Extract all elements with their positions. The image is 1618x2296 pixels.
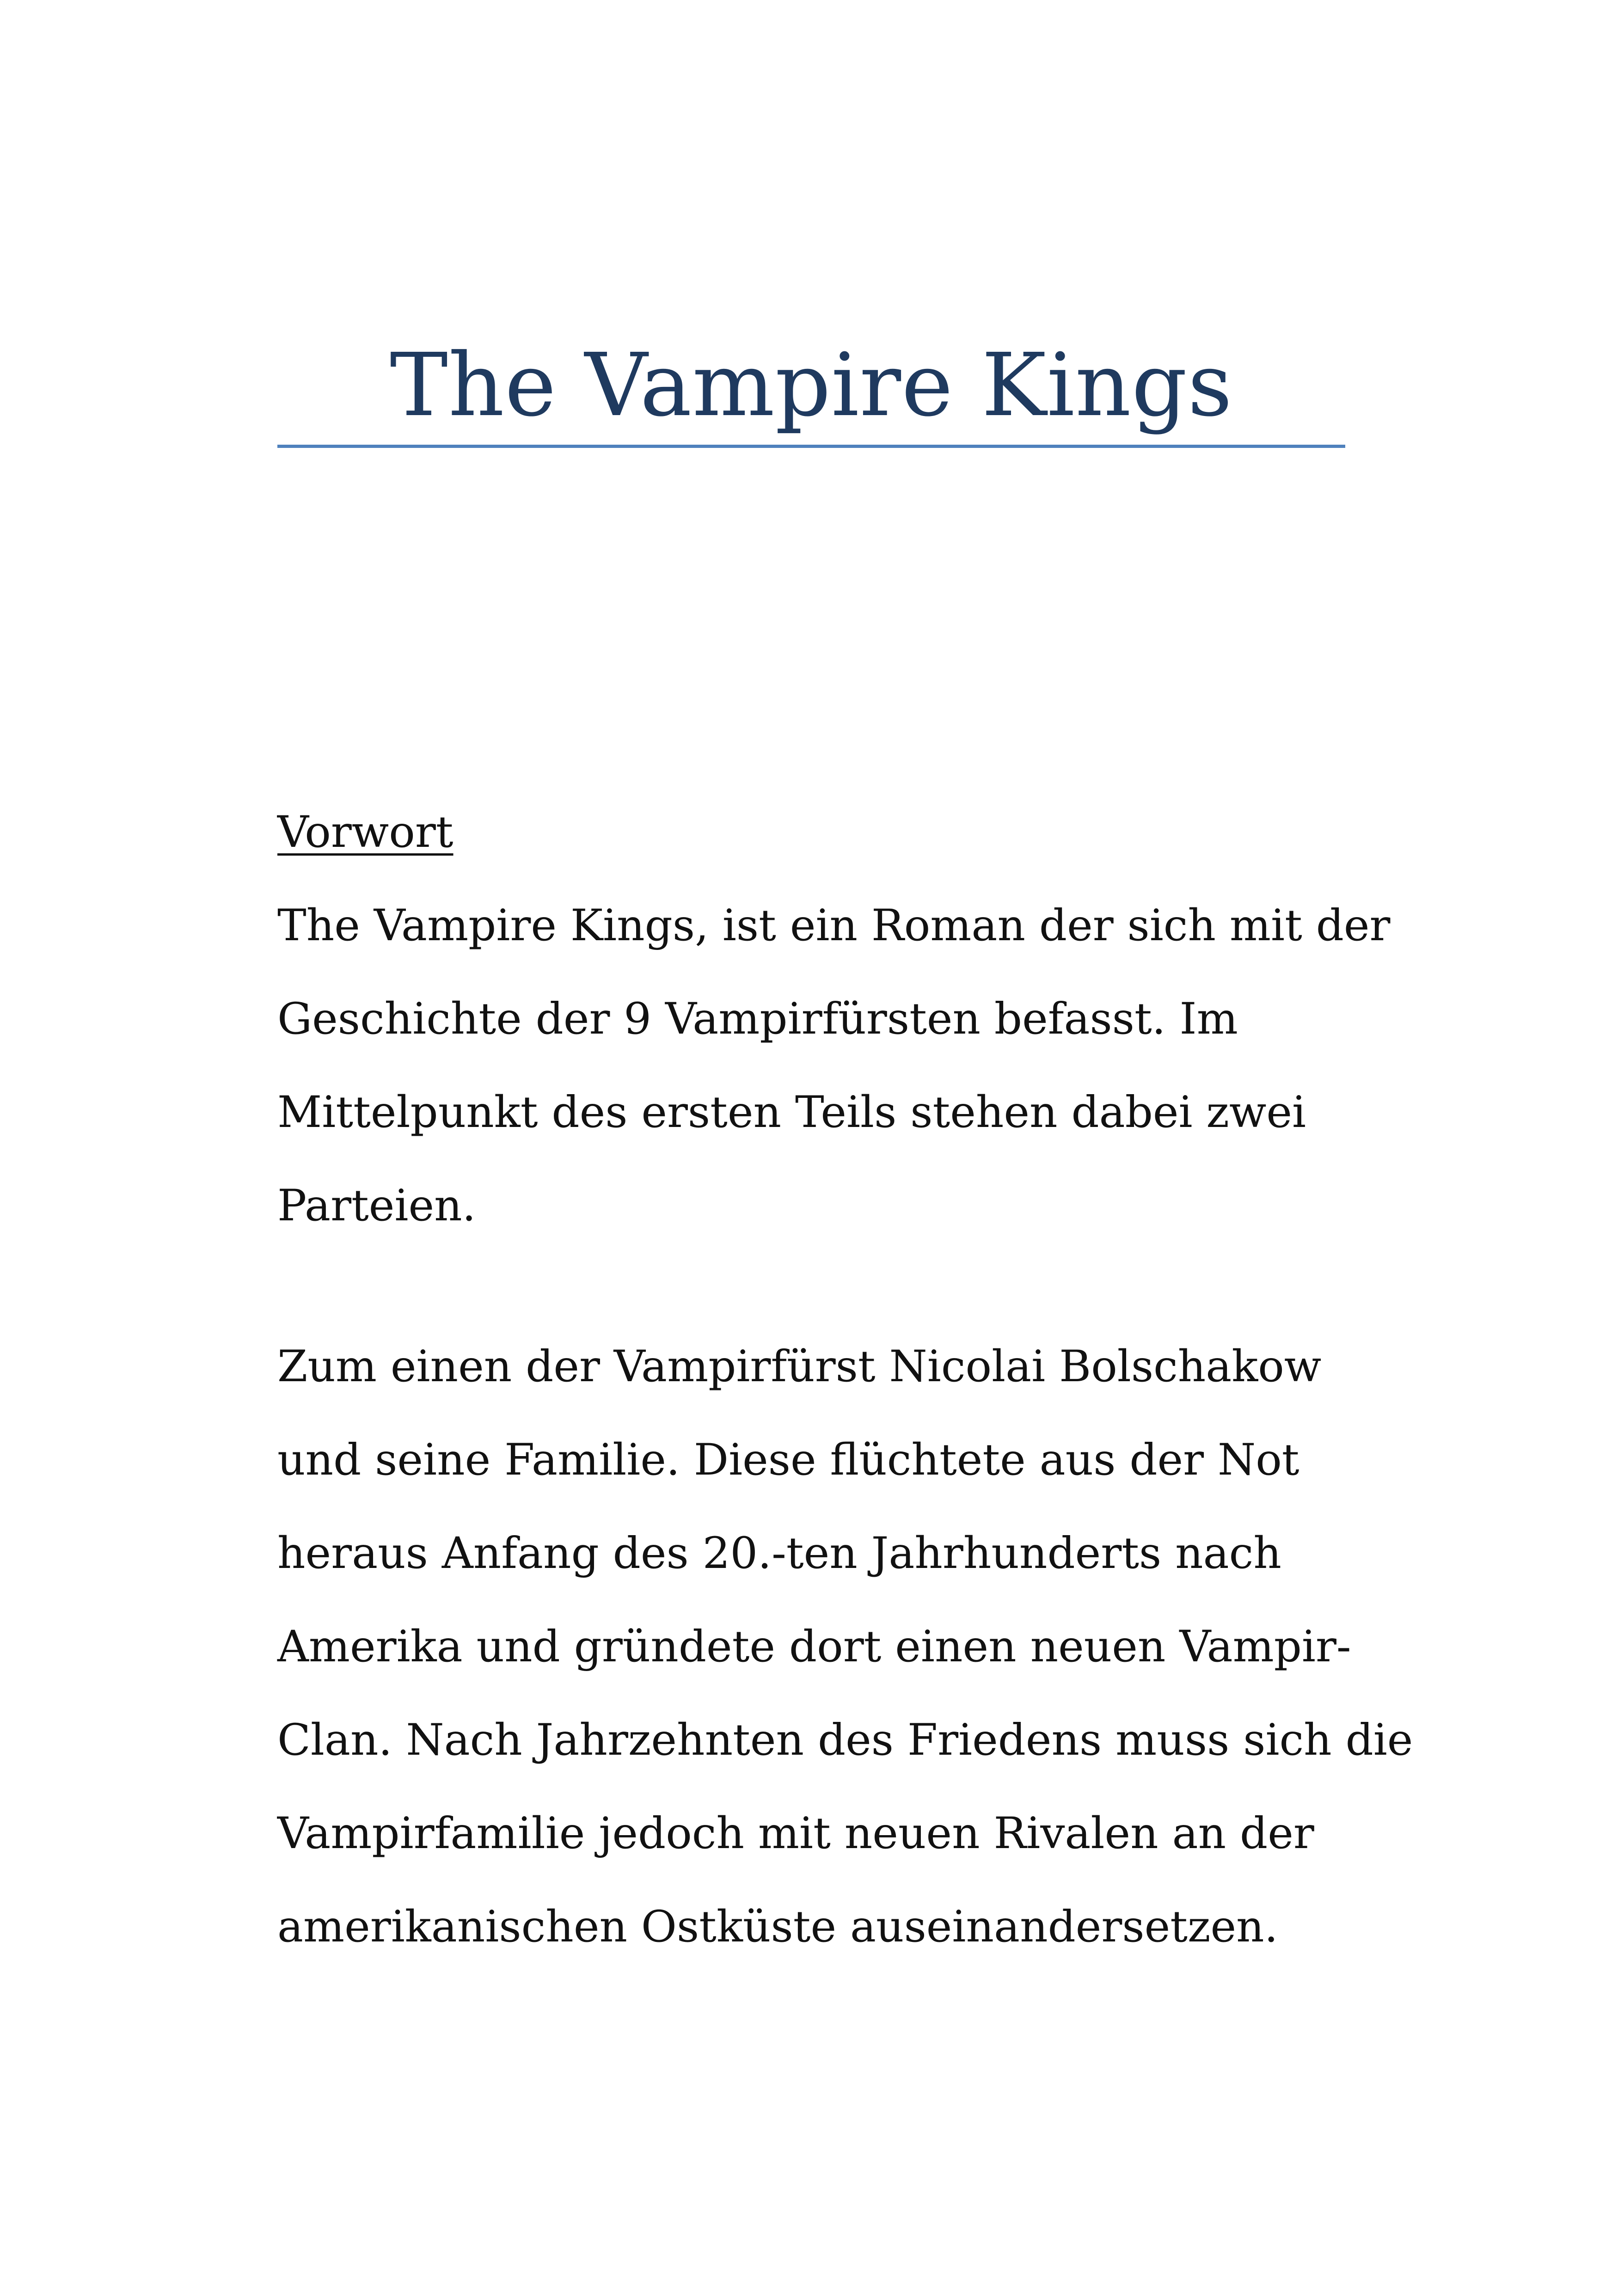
- title-underline-rule: [277, 445, 1345, 448]
- paragraph-line: heraus Anfang des 20.-ten Jahrhunderts nach: [277, 1528, 1281, 1579]
- paragraph-line: Amerika und gründete dort einen neuen Vampir-: [277, 1622, 1351, 1672]
- paragraph-line: Mittelpunkt des ersten Teils stehen dabei zwei: [277, 1087, 1306, 1138]
- paragraph-line: Parteien.: [277, 1181, 476, 1231]
- title-block: [277, 335, 1345, 448]
- paragraph-line: Clan. Nach Jahrzehnten des Friedens muss sich die: [277, 1715, 1413, 1765]
- section-heading: Vorwort: [277, 807, 454, 857]
- paragraph-2: [277, 1320, 1413, 1974]
- document-body: [277, 786, 1413, 1974]
- paragraph-line: Vampirfamilie jedoch mit neuen Rivalen an der: [277, 1808, 1314, 1859]
- paragraph-1: [277, 879, 1391, 1253]
- paragraph-line: und seine Familie. Diese flüchtete aus der Not: [277, 1435, 1299, 1485]
- paragraph-line: amerikanischen Ostküste auseinandersetzen.: [277, 1902, 1278, 1952]
- document-title: The Vampire Kings: [390, 335, 1233, 436]
- paragraph-line: Zum einen der Vampirfürst Nicolai Bolschakow: [277, 1341, 1322, 1392]
- paragraph-line: Geschichte der 9 Vampirfürsten befasst. Im: [277, 994, 1238, 1044]
- paragraph-line: The Vampire Kings, ist ein Roman der sich mit der: [277, 900, 1391, 951]
